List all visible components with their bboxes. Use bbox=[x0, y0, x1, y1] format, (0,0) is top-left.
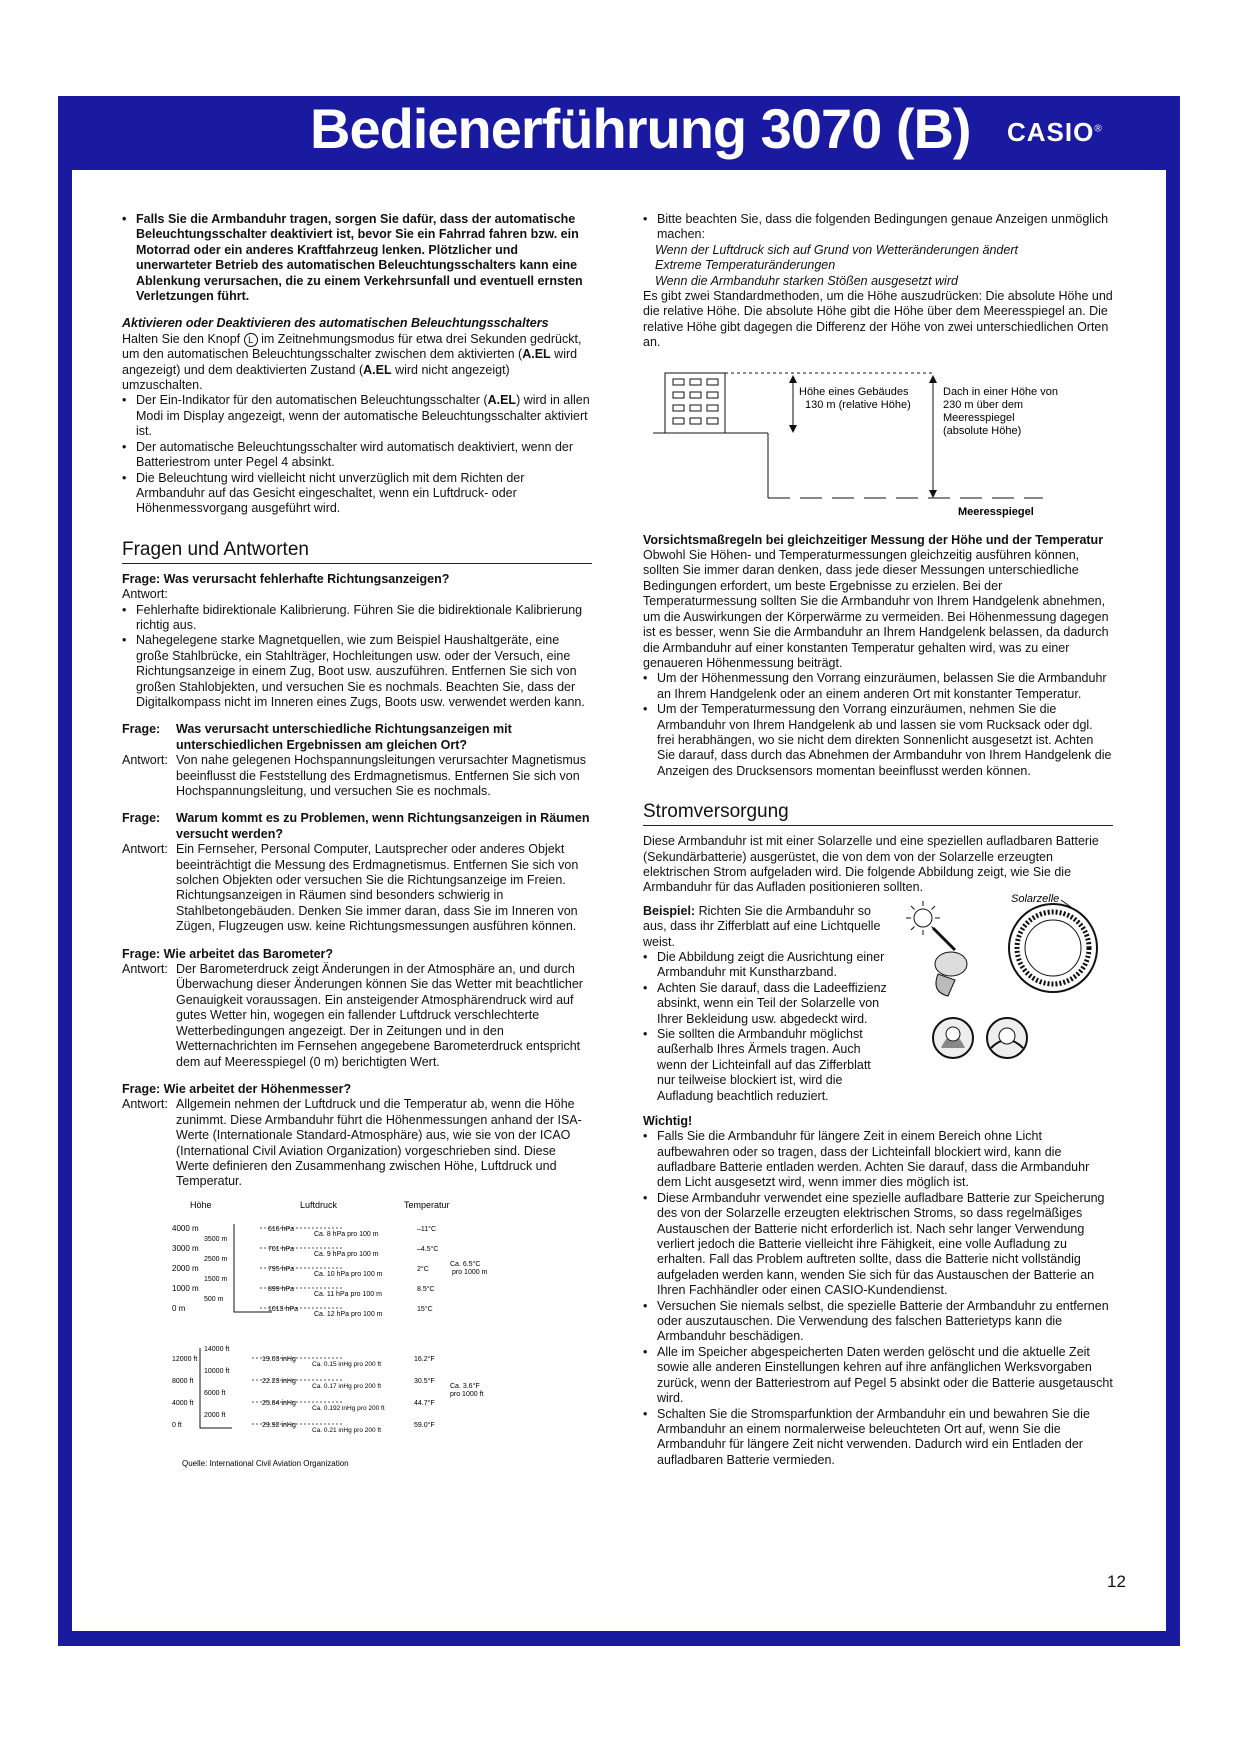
isa-pressure-label: 795 hPa bbox=[268, 1265, 295, 1273]
light-ray-line bbox=[933, 928, 955, 950]
isa-pressure-label: 19.03 inHg bbox=[262, 1355, 296, 1363]
casio-logo-text: CASIO bbox=[1007, 117, 1095, 147]
isa-temp-label: 59.0°F bbox=[414, 1421, 435, 1429]
key-l-icon: L bbox=[244, 333, 258, 347]
sun-ray bbox=[931, 906, 935, 910]
isa-mid-altitude: 2500 m bbox=[204, 1255, 228, 1263]
altitude-diagram bbox=[643, 357, 1093, 527]
isa-temp-label: –11°C bbox=[417, 1225, 437, 1233]
isa-altitude-label: 4000 ft bbox=[172, 1399, 194, 1407]
list-item: • Der automatische Beleuchtungsschalter wird automatisch deaktiviert, wenn der Batteriestrom unter Pegel 4 absinkt. bbox=[122, 440, 592, 471]
isa-lapse-1: Ca. 6.5°C bbox=[450, 1260, 481, 1268]
caution-title: Vorsichtsmaßregeln bei gleichzeitiger Messung der Höhe und der Temperatur bbox=[643, 532, 1104, 547]
answer-4: Antwort: Der Barometerdruck zeigt Änderungen in der Atmosphäre an, und durch Überwachung dieser Änderungen können Sie das Wetter mit beachtlicher Genauigkeit voraussagen. Ein ansteigender Atmosphärendruck wird auf gutes Wetter hin, wogegen ein fallender Luftdruck verschlechterte Wetterbedingungen angezeigt. Der in Zeitungen und in den Wetternachrichten im Fernsehen angegebene Barometerdruck entspricht dem auf Meeresspiegel (0 m) berichtigten Wert. bbox=[122, 962, 583, 1069]
registered-mark: ® bbox=[1094, 123, 1103, 135]
isa-rate-label: Ca. 12 hPa pro 100 m bbox=[314, 1310, 383, 1318]
isa-altitude-label: 2000 m bbox=[172, 1263, 199, 1273]
window-icon bbox=[707, 405, 718, 411]
page-title: Bedienerführung 3070 (B) bbox=[310, 97, 971, 160]
absolute-label-4: (absolute Höhe) bbox=[943, 424, 1022, 437]
isa-temp-label: 30.5°F bbox=[414, 1377, 435, 1385]
uncovered-watch-icon bbox=[987, 1018, 1027, 1058]
caution-text: Obwohl Sie Höhen- und Temperaturmessungen gleichzeitig ausführen können, sollten Sie immer daran denken, dass jede dieser Messungen unterschiedliche Bedingungen erfordert, um beste Ergebnisse zu erzielen. Bei der Temperaturmessung sollten Sie die Armbanduhr von Ihrem Handgelenk abnehmen, um die Auswirkungen der Körperwärme zu vermeiden. Bei Höhenmessung dagegen ist es besser, wenn Sie die Armbanduhr an Ihrem Handgelenk belassen, da dadurch die Armbanduhr auf einer konstanten Temperatur gehalten wird, was zu einer genaueren Höhenmessung beiträgt. bbox=[643, 548, 1109, 670]
window-icon bbox=[690, 392, 701, 398]
casio-logo bbox=[1007, 117, 1103, 148]
window-icon bbox=[707, 418, 718, 424]
isa-pressure-label: 29.92 inHg bbox=[262, 1421, 296, 1429]
window-icon bbox=[673, 392, 684, 398]
list-item: • Um der Temperaturmessung den Vorrang einzuräumen, nehmen Sie die Armbanduhr von Ihrem Handgelenk ab und lassen sie vom Rucksack oder dgl. frei herabhängen, wo sie nicht dem direkten Sonnenlicht ausgesetzt ist. Achten Sie darauf, dass durch das Abnehmen der Armbanduhr von Ihrem Handgelenk die Anzeigen des Drucksensors momentan beeinflusst werden können. bbox=[643, 702, 1113, 779]
list-item: • Schalten Sie die Stromsparfunktion der Armbanduhr ein und bewahren Sie die Armbanduhr an einem normalerweise beleuchteten Ort auf, wenn Sie die Armbanduhr für längere Zeit nicht verwenden. Dadurch wird ein Entladen der aufladbaren Batterie vermieden. bbox=[643, 1407, 1113, 1469]
auto-light-subhead: Aktivieren oder Deaktivieren des automatischen Beleuchtungsschalters bbox=[122, 316, 549, 331]
list-item: • Fehlerhafte bidirektionale Kalibrierung. Führen Sie die bidirektionale Kalibrierung richtig aus. bbox=[122, 603, 592, 634]
condition-item: Wenn die Armbanduhr starken Stößen ausgesetzt wird bbox=[655, 273, 958, 288]
list-item: • Die Beleuchtung wird vielleicht nicht unverzüglich mit dem Richten der Armbanduhr auf das Gesicht eingeschaltet, wenn ein Luftdruck- oder Höhenmessvorgang ausgeführt wird. bbox=[122, 471, 592, 517]
window-icon bbox=[707, 392, 718, 398]
isa-altitude-label: 8000 ft bbox=[172, 1377, 194, 1385]
isa-table-figure bbox=[172, 1198, 532, 1468]
answer-3: Antwort: Ein Fernseher, Personal Computer, Lautsprecher oder anderes Objekt beeinträchtigt die Messung des Erdmagnetismus. Entfernen Sie sich von solchen Objekten oder versuchen Sie die Richtungsanzeige im Freien. Richtungsanzeigen in Räumen sind besonders schwierig in Stahlbetongebäuden. Denken Sie immer daran, dass Sie im Inneren von Zügen, Flugzeugen usw. keine Richtungsmessungen ausführen können. bbox=[122, 842, 579, 934]
isa-pressure-label: 22.23 inHg bbox=[262, 1377, 296, 1385]
watch-strap-icon bbox=[936, 974, 955, 996]
answer-2: Antwort: Von nahe gelegenen Hochspannungsleitungen verursachter Magnetismus beeinflusst die Feststellung des Erdmagnetismus. Entfernen Sie sich von Hochspannungsleitung, und versuchen Sie es nochmals. bbox=[122, 753, 587, 798]
condition-item: Extreme Temperaturänderungen bbox=[655, 258, 836, 273]
answer-5: Antwort: Allgemein nehmen der Luftdruck und die Temperatur ab, wenn die Höhe zunimmt. Diese Armbanduhr führt die Höhenmessungen anhand der ISA-Werte (Internationale Standard-Atmosphäre) aus, wie sie von der ICAO (International Civil Aviation Organization) vorgeschrieben sind. Diese Werte definieren den Zusammenhang zwischen Höhe, Luftdruck und Temperatur. bbox=[122, 1097, 582, 1189]
auto-light-intro: Halten Sie den Knopf L im Zeitnehmungsmodus für etwa drei Sekunden gedrückt, um den automatischen Beleuchtungsschalter zwischen dem aktivierten (A.EL wird angezeigt) und dem deaktivierten Zustand (A.EL wird nicht angezeigt) umzuschalten. bbox=[122, 331, 582, 393]
absolute-label-2: 230 m über dem bbox=[943, 398, 1024, 411]
important-label: Wichtig! bbox=[643, 1113, 693, 1128]
list-item: • Sie sollten die Armbanduhr möglichst außerhalb Ihres Ärmels tragen. Auch wenn der Lichteinfall auf das Zifferblatt nur teilweise blockiert ist, wird die Aufladung beachtlich reduziert. bbox=[643, 1027, 888, 1104]
isa-altitude-label: 3000 m bbox=[172, 1243, 199, 1253]
list-item: • Diese Armbanduhr verwendet eine spezielle aufladbare Batterie zur Speicherung des von der Solarzelle erzeugten elektrischen Stroms, so dass regelmäßiges Austauschen der Batterie nicht erforderlich ist. Nach sehr langer Verwendung verliert jedoch die Batterie vielleicht ihre Fähigkeit, eine volle Aufladung zu erhalten. Fall das Problem auftreten sollte, dass die Batterie nicht vollständig aufgeladen werden kann, wenden Sie sich für das Austauschen der Batterie an Ihren Fachhändler oder einen CASIO-Kundendienst. bbox=[643, 1191, 1113, 1299]
window-icon bbox=[690, 379, 701, 385]
isa-temp-label: 15°C bbox=[417, 1305, 433, 1313]
isa-source: Quelle: International Civil Aviation Organization bbox=[182, 1458, 349, 1468]
arrow-head-up bbox=[789, 375, 797, 383]
isa-mid-altitude: 14000 ft bbox=[204, 1345, 230, 1353]
arrow-head-down bbox=[929, 490, 937, 498]
isa-rate-label: Ca. 9 hPa pro 100 m bbox=[314, 1250, 379, 1258]
isa-mid-altitude: 2000 ft bbox=[204, 1411, 226, 1419]
list-item: • Die Abbildung zeigt die Ausrichtung einer Armbanduhr mit Kunstharzband. bbox=[643, 950, 888, 981]
list-item: • Der Ein-Indikator für den automatischen Beleuchtungsschalter (A.EL) wird in allen Modi im Display angezeigt, wenn der automatische Beleuchtungsschalter aktiviert ist. bbox=[122, 393, 592, 439]
isa-rate-label: Ca. 11 hPa pro 100 m bbox=[314, 1290, 382, 1298]
isa-rate-label: Ca. 0.15 inHg pro 200 ft bbox=[312, 1360, 382, 1368]
example-text: Beispiel: Richten Sie die Armbanduhr so aus, dass ihr Zifferblatt auf eine Lichtquelle weist. bbox=[643, 903, 881, 949]
absolute-label-3: Meeresspiegel bbox=[943, 411, 1015, 424]
isa-temp-label: 16.2°F bbox=[414, 1355, 435, 1363]
relative-label-1: Höhe eines Gebäudes bbox=[799, 385, 909, 398]
isa-header-pressure: Luftdruck bbox=[300, 1199, 338, 1210]
isa-temp-label: 44.7°F bbox=[414, 1399, 435, 1407]
isa-rate-label: Ca. 0.17 inHg pro 200 ft bbox=[312, 1382, 382, 1390]
power-text: Diese Armbanduhr ist mit einer Solarzelle und eine speziellen aufladbaren Batterie (Sekundärbatterie) ausgerüstet, die von dem von der Solarzelle erzeugten elektrischen Strom aufgeladen wird. Die folgende Abbildung zeigt, wie Sie die Armbanduhr für das Aufladen positionieren sollten. bbox=[643, 834, 1099, 895]
warning-bullet: • Falls Sie die Armbanduhr tragen, sorgen Sie dafür, dass der automatische Beleuchtungsschalter deaktiviert ist, bevor Sie ein Fahrrad fahren bzw. ein Motorrad oder ein anderes Kraftfahrzeug lenken. Plötzlicher und unerwarteter Betrieb des automatischen Beleuchtungsschalters kann eine Ablenkung verursachen, die zu einem Verkehrsunfall und eventuell ernsten Verletzungen führt. bbox=[122, 212, 592, 304]
sea-level-label: Meeresspiegel bbox=[958, 505, 1034, 518]
isa-pressure-label: 899 hPa bbox=[268, 1285, 295, 1293]
faq-heading: Fragen und Antworten bbox=[122, 539, 592, 564]
isa-rate-label: Ca. 10 hPa pro 100 m bbox=[314, 1270, 383, 1278]
altitude-text: Es gibt zwei Standardmethoden, um die Höhe auszudrücken: Die absolute Höhe und die relative Höhe. Die absolute Höhe gibt die Höhe über dem Meeresspiegel an. Die relative Höhe gibt dagegen die Differenz der Höhe von zwei unterschiedlichen Orten an. bbox=[643, 289, 1113, 350]
window-icon bbox=[673, 379, 684, 385]
question-1: Frage: Was verursacht fehlerhafte Richtungsanzeigen? bbox=[122, 571, 450, 586]
arrow-head-up bbox=[929, 375, 937, 383]
absolute-label-1: Dach in einer Höhe von bbox=[943, 385, 1058, 398]
isa-header-altitude: Höhe bbox=[190, 1199, 212, 1210]
window-icon bbox=[707, 379, 718, 385]
isa-altitude-label: 0 ft bbox=[172, 1421, 182, 1429]
sun-ray bbox=[911, 926, 915, 930]
question-3: Frage: Warum kommt es zu Problemen, wenn Richtungsanzeigen in Räumen versucht werden? bbox=[122, 811, 590, 841]
isa-pressure-label: 616 hPa bbox=[268, 1225, 295, 1233]
list-item: • Um der Höhenmessung den Vorrang einzuräumen, belassen Sie die Armbanduhr an Ihrem Handgelenk oder an einem anderen Ort mit konstanter Temperatur. bbox=[643, 671, 1113, 702]
solar-charging-illustration bbox=[893, 892, 1113, 1100]
auto-light-bullets bbox=[122, 393, 592, 516]
isa-rate-label: Ca. 0.21 inHg pro 200 ft bbox=[312, 1426, 382, 1434]
isa-mid-altitude: 10000 ft bbox=[204, 1367, 230, 1375]
window-icon bbox=[690, 405, 701, 411]
isa-altitude-label: 12000 ft bbox=[172, 1355, 198, 1363]
watch-face-icon bbox=[1009, 904, 1097, 992]
question-2: Frage: Was verursacht unterschiedliche Richtungsanzeigen mit unterschiedlichen Ergebnissen am gleichen Ort? bbox=[122, 722, 512, 752]
isa-rate-label: Ca. 0.192 inHg pro 200 ft bbox=[312, 1404, 385, 1412]
list-item: • Bitte beachten Sie, dass die folgenden Bedingungen genaue Anzeigen unmöglich machen: bbox=[643, 212, 1113, 243]
watch-small-icon bbox=[935, 952, 967, 976]
list-item: • Nahegelegene starke Magnetquellen, wie zum Beispiel Haushaltgeräte, eine große Stahlbrücke, ein Stahlträger, Hochleitungen usw. oder der Versuch, eine Richtungsanzeige in einem Zug, Boot usw. auszuführen. Entfernen Sie sich von großen Stahlobjekten, und versuchen Sie es nochmals. Beachten Sie, dass der Digitalkompass nicht im Inneren eines Zugs, Boots usw. verwendet werden kann. bbox=[122, 633, 592, 710]
sun-ray bbox=[911, 906, 915, 910]
isa-altitude-label: 4000 m bbox=[172, 1223, 199, 1233]
isa-pressure-label: 701 hPa bbox=[268, 1245, 295, 1253]
isa-rate-label: Ca. 8 hPa pro 100 m bbox=[314, 1230, 379, 1238]
power-heading: Stromversorgung bbox=[643, 801, 1113, 826]
page-number: 12 bbox=[1107, 1572, 1126, 1591]
window-icon bbox=[673, 418, 684, 424]
right-column bbox=[643, 212, 1113, 1468]
isa-lapse-2: pro 1000 ft bbox=[450, 1390, 484, 1398]
question-4: Frage: Wie arbeitet das Barometer? bbox=[122, 946, 334, 961]
isa-altitude-label: 0 m bbox=[172, 1303, 186, 1313]
isa-mid-altitude: 3500 m bbox=[204, 1235, 228, 1243]
window-icon bbox=[690, 418, 701, 424]
isa-temp-label: 8.5°C bbox=[417, 1285, 435, 1293]
question-5: Frage: Wie arbeitet der Höhenmesser? bbox=[122, 1081, 352, 1096]
solar-cell-label: Solarzelle bbox=[1011, 892, 1060, 905]
condition-item: Wenn der Luftdruck sich auf Grund von Wetteränderungen ändert bbox=[655, 242, 1018, 257]
isa-imperial-rows bbox=[172, 1346, 484, 1434]
altitude-axis bbox=[234, 1224, 272, 1312]
list-item: • Falls Sie die Armbanduhr für längere Zeit in einem Bereich ohne Licht aufbewahren oder so tragen, dass der Lichteinfall blockiert wird, kann die aufladbare Batterie entladen werden. Achten Sie darauf, dass die Armbanduhr dem Licht ausgesetzt wird, wenn immer dies möglich ist. bbox=[643, 1129, 1113, 1191]
isa-mid-altitude: 1500 m bbox=[204, 1275, 228, 1283]
answer-1-label: Antwort: bbox=[122, 587, 168, 602]
isa-metric-rows bbox=[172, 1224, 488, 1318]
arrow-head-down bbox=[789, 425, 797, 433]
building-windows bbox=[673, 379, 718, 424]
relative-label-2: 130 m (relative Höhe) bbox=[805, 398, 911, 411]
isa-lapse-1: Ca. 3.6°F bbox=[450, 1382, 480, 1390]
isa-pressure-label: 1013 hPa bbox=[268, 1305, 298, 1313]
list-item: • Versuchen Sie niemals selbst, die spezielle Batterie der Armbanduhr zu entfernen oder auszutauschen. Die Verwendung des falschen Batterietyps kann die Armbanduhr beschädigen. bbox=[643, 1299, 1113, 1345]
charging-text bbox=[643, 904, 888, 1104]
isa-mid-altitude: 6000 ft bbox=[204, 1389, 226, 1397]
isa-temp-label: 2°C bbox=[417, 1265, 429, 1273]
window-icon bbox=[673, 405, 684, 411]
list-item: • Alle im Speicher abgespeicherten Daten werden gelöscht und die aktuelle Zeit sowie alle anderen Einstellungen kehren auf ihre anfänglichen Werksvorgaben zurück, wenn der Batteriestrom auf Pegel 5 absinkt oder die Batterie ausgetauscht wird. bbox=[643, 1345, 1113, 1407]
sleeve-covered-watch-icon bbox=[933, 1018, 973, 1058]
list-item: • Achten Sie darauf, dass die Ladeeffizienz absinkt, wenn ein Teil der Solarzelle von Ihrer Bekleidung usw. abgedeckt wird. bbox=[643, 981, 888, 1027]
charging-section bbox=[643, 892, 1113, 1114]
left-column bbox=[122, 212, 592, 1468]
isa-lapse-2: pro 1000 m bbox=[452, 1268, 488, 1276]
isa-temp-label: –4.5°C bbox=[417, 1245, 439, 1253]
isa-header-temperature: Temperatur bbox=[404, 1199, 450, 1210]
conditions-list bbox=[643, 243, 1113, 289]
isa-pressure-label: 25.84 inHg bbox=[262, 1399, 296, 1407]
isa-mid-altitude: 500 m bbox=[204, 1295, 224, 1303]
isa-altitude-label: 1000 m bbox=[172, 1283, 199, 1293]
